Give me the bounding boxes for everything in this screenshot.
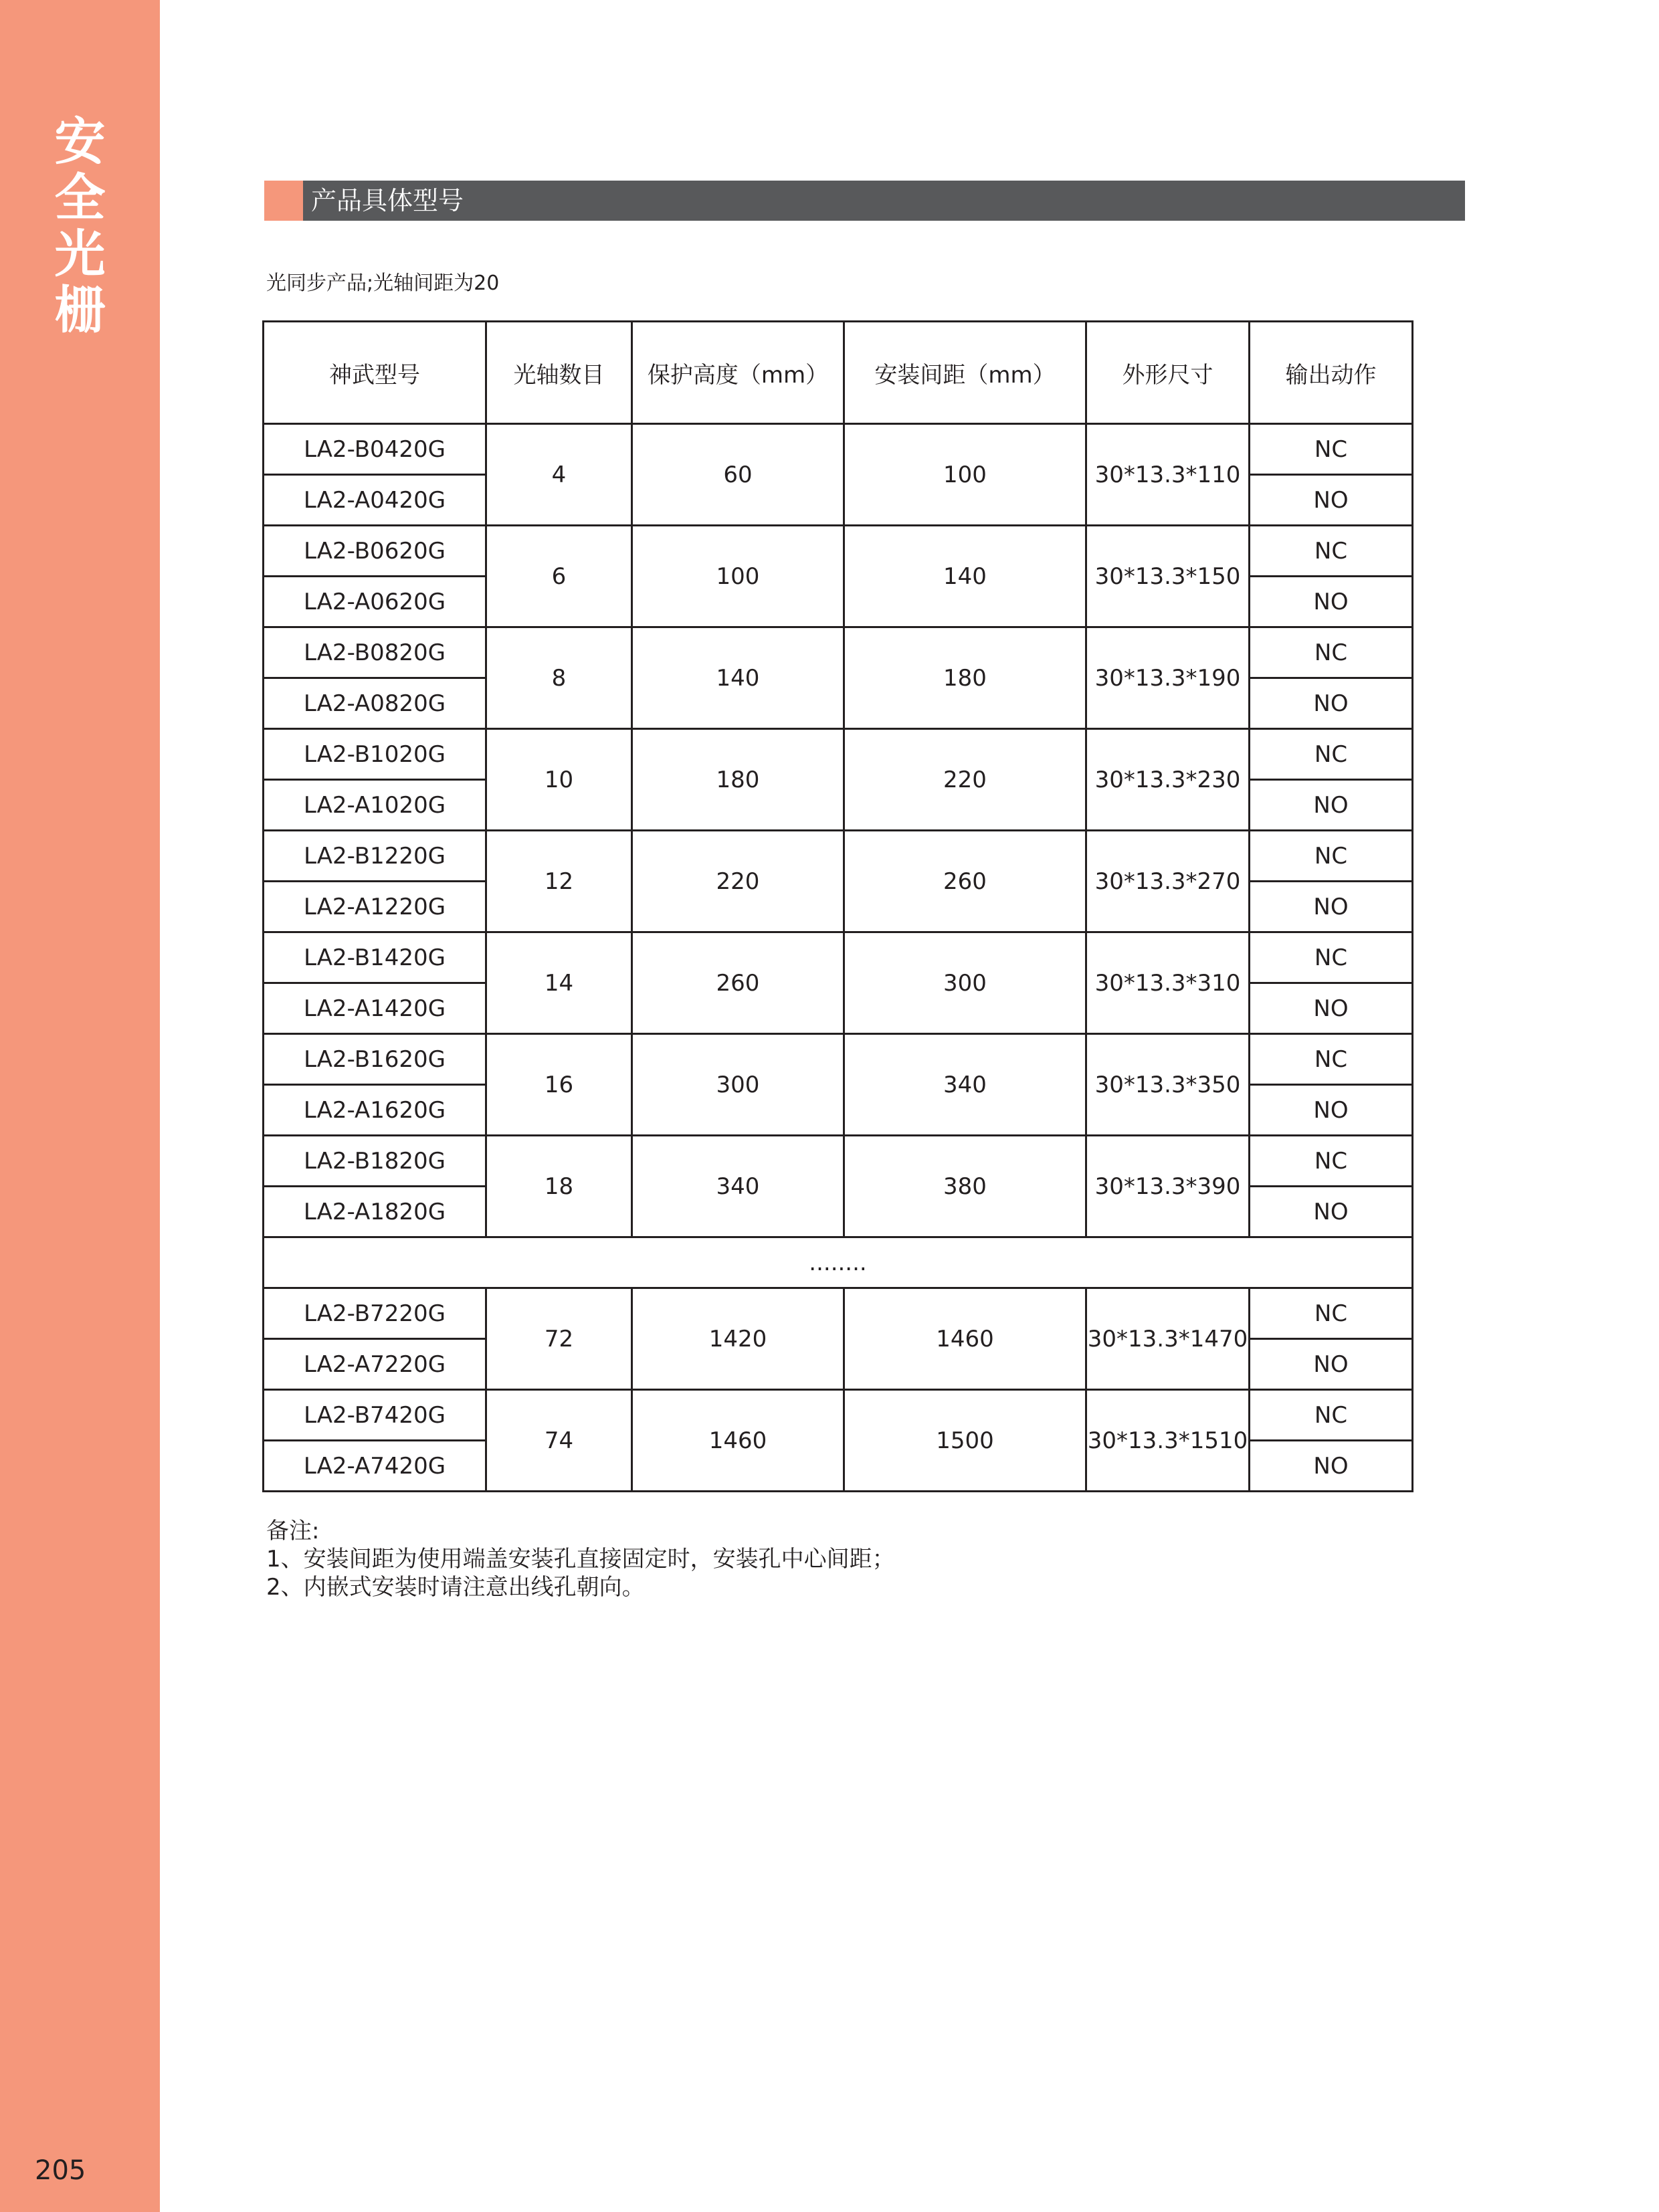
axes-cell: 74	[486, 1390, 632, 1492]
table-row	[264, 424, 1413, 475]
model-cell: LA2-B1620G	[264, 1034, 486, 1085]
model-cell: LA2-A0420G	[264, 475, 486, 526]
spec-table	[262, 320, 1413, 1492]
output-cell: NC	[1250, 729, 1413, 780]
sidebar	[0, 0, 160, 2212]
size-cell: 30*13.3*350	[1086, 1034, 1250, 1136]
size-cell: 30*13.3*310	[1086, 932, 1250, 1034]
axes-cell: 18	[486, 1136, 632, 1237]
height-cell: 100	[632, 526, 844, 627]
model-cell: LA2-B0820G	[264, 627, 486, 678]
axes-cell: 6	[486, 526, 632, 627]
output-cell: NO	[1250, 678, 1413, 729]
height-cell: 1420	[632, 1288, 844, 1390]
spacing-cell: 340	[844, 1034, 1086, 1136]
output-cell: NO	[1250, 780, 1413, 831]
note-line: 1、安装间距为使用端盖安装孔直接固定时，安装孔中心间距；	[266, 1546, 895, 1573]
spacing-cell: 220	[844, 729, 1086, 831]
size-cell: 30*13.3*190	[1086, 627, 1250, 729]
page-number: 205	[35, 2155, 86, 2186]
ellipsis-row	[264, 1237, 1413, 1288]
output-cell: NO	[1250, 475, 1413, 526]
model-cell: LA2-A0820G	[264, 678, 486, 729]
spacing-cell: 380	[844, 1136, 1086, 1237]
table-row	[264, 932, 1413, 983]
table-row	[264, 1136, 1413, 1187]
size-cell: 30*13.3*150	[1086, 526, 1250, 627]
notes	[266, 1517, 895, 1601]
model-cell: LA2-B1220G	[264, 831, 486, 882]
output-cell: NC	[1250, 1034, 1413, 1085]
height-cell: 180	[632, 729, 844, 831]
ellipsis-cell: ........	[264, 1237, 1413, 1288]
sidebar-title	[0, 114, 160, 338]
height-cell: 140	[632, 627, 844, 729]
model-cell: LA2-A7420G	[264, 1441, 486, 1492]
section-header	[264, 181, 1465, 221]
axes-cell: 8	[486, 627, 632, 729]
header-size: 外形尺寸	[1086, 322, 1250, 424]
model-cell: LA2-A1420G	[264, 983, 486, 1034]
model-cell: LA2-B1820G	[264, 1136, 486, 1187]
sidebar-title-char: 全	[54, 168, 106, 227]
output-cell: NO	[1250, 882, 1413, 932]
sidebar-title-char: 光	[54, 224, 106, 284]
output-cell: NO	[1250, 1339, 1413, 1390]
output-cell: NC	[1250, 932, 1413, 983]
output-cell: NO	[1250, 983, 1413, 1034]
spacing-cell: 100	[844, 424, 1086, 526]
height-cell: 220	[632, 831, 844, 932]
height-cell: 260	[632, 932, 844, 1034]
output-cell: NO	[1250, 1187, 1413, 1237]
axes-cell: 72	[486, 1288, 632, 1390]
size-cell: 30*13.3*270	[1086, 831, 1250, 932]
output-cell: NO	[1250, 577, 1413, 627]
output-cell: NC	[1250, 1136, 1413, 1187]
height-cell: 300	[632, 1034, 844, 1136]
axes-cell: 4	[486, 424, 632, 526]
header-height: 保护高度（mm）	[632, 322, 844, 424]
table-row	[264, 1034, 1413, 1085]
table-row	[264, 627, 1413, 678]
table-row	[264, 1288, 1413, 1339]
table-row	[264, 526, 1413, 577]
table-row	[264, 831, 1413, 882]
output-cell: NO	[1250, 1085, 1413, 1136]
spacing-cell: 180	[844, 627, 1086, 729]
output-cell: NC	[1250, 424, 1413, 475]
size-cell: 30*13.3*1470	[1086, 1288, 1250, 1390]
model-cell: LA2-A1820G	[264, 1187, 486, 1237]
height-cell: 1460	[632, 1390, 844, 1492]
note-line: 2、内嵌式安装时请注意出线孔朝向。	[266, 1574, 645, 1601]
height-cell: 60	[632, 424, 844, 526]
output-cell: NC	[1250, 526, 1413, 577]
header-output: 输出动作	[1250, 322, 1413, 424]
table-row	[264, 1390, 1413, 1441]
output-cell: NC	[1250, 831, 1413, 882]
model-cell: LA2-A1020G	[264, 780, 486, 831]
table-header-row	[264, 322, 1413, 424]
size-cell: 30*13.3*1510	[1086, 1390, 1250, 1492]
axes-cell: 10	[486, 729, 632, 831]
model-cell: LA2-A0620G	[264, 577, 486, 627]
notes-heading: 备注:	[266, 1518, 320, 1544]
output-cell: NC	[1250, 627, 1413, 678]
model-cell: LA2-A1620G	[264, 1085, 486, 1136]
axes-cell: 16	[486, 1034, 632, 1136]
axes-cell: 14	[486, 932, 632, 1034]
header-axes: 光轴数目	[486, 322, 632, 424]
spacing-cell: 140	[844, 526, 1086, 627]
spacing-cell: 1460	[844, 1288, 1086, 1390]
model-cell: LA2-B1020G	[264, 729, 486, 780]
spacing-cell: 260	[844, 831, 1086, 932]
model-cell: LA2-B0420G	[264, 424, 486, 475]
header-spacing: 安装间距（mm）	[844, 322, 1086, 424]
section-accent	[264, 181, 303, 221]
header-model: 神武型号	[264, 322, 486, 424]
output-cell: NC	[1250, 1288, 1413, 1339]
axes-cell: 12	[486, 831, 632, 932]
section-title: 产品具体型号	[311, 186, 464, 215]
size-cell: 30*13.3*230	[1086, 729, 1250, 831]
size-cell: 30*13.3*110	[1086, 424, 1250, 526]
sidebar-title-char: 安	[54, 112, 106, 171]
spacing-cell: 1500	[844, 1390, 1086, 1492]
model-cell: LA2-B7420G	[264, 1390, 486, 1441]
output-cell: NC	[1250, 1390, 1413, 1441]
model-cell: LA2-B7220G	[264, 1288, 486, 1339]
model-cell: LA2-B0620G	[264, 526, 486, 577]
size-cell: 30*13.3*390	[1086, 1136, 1250, 1237]
model-cell: LA2-A7220G	[264, 1339, 486, 1390]
height-cell: 340	[632, 1136, 844, 1237]
model-cell: LA2-B1420G	[264, 932, 486, 983]
table-subtitle: 光同步产品;光轴间距为20	[266, 272, 500, 295]
spacing-cell: 300	[844, 932, 1086, 1034]
table-row	[264, 729, 1413, 780]
sidebar-title-char: 栅	[54, 280, 106, 340]
output-cell: NO	[1250, 1441, 1413, 1492]
model-cell: LA2-A1220G	[264, 882, 486, 932]
